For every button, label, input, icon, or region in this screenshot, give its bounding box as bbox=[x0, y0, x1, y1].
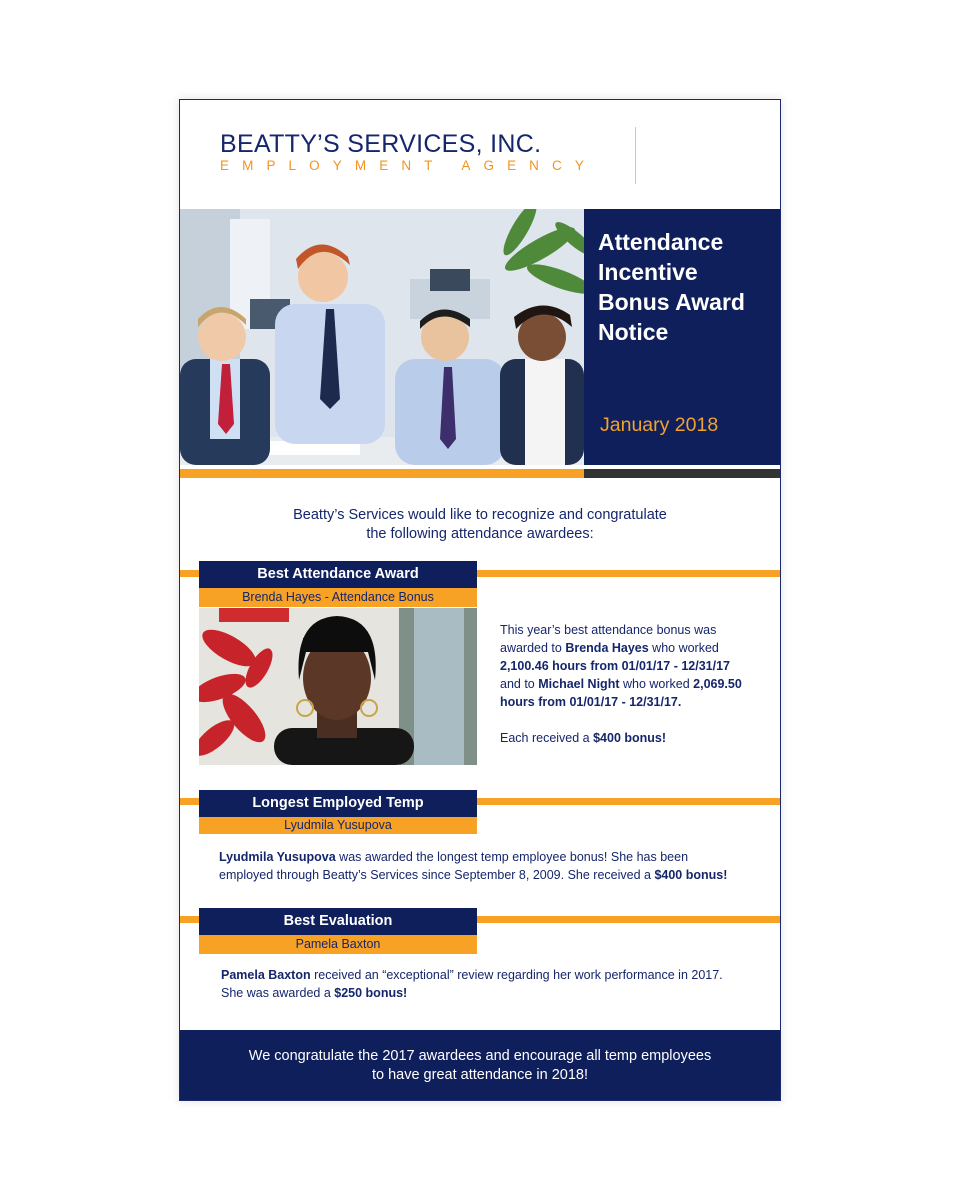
title-line: Attendance bbox=[598, 229, 724, 255]
longest-temp-heading: Longest Employed Temp bbox=[199, 790, 477, 817]
footer-banner bbox=[180, 1030, 780, 1100]
title-line: Bonus Award bbox=[598, 289, 745, 315]
text-line bbox=[500, 657, 770, 675]
intro-text bbox=[180, 506, 780, 544]
spacer bbox=[500, 711, 770, 729]
text-line bbox=[219, 866, 769, 884]
text-line bbox=[500, 729, 770, 747]
team-meeting-photo bbox=[180, 209, 584, 465]
bonus-amount: $400 bonus! bbox=[593, 731, 667, 745]
hours-period: hours from 01/01/17 - 12/31/17. bbox=[500, 695, 682, 709]
best-attendance-description bbox=[500, 621, 770, 747]
best-evaluation-description bbox=[221, 966, 771, 1002]
best-attendance-heading: Best Attendance Award bbox=[199, 561, 477, 588]
text-line bbox=[221, 984, 771, 1002]
hours-worked: 2,069.50 bbox=[693, 677, 742, 691]
awardee-name: Pamela Baxton bbox=[221, 968, 311, 982]
intro-line: Beatty’s Services would like to recognize and congratulate bbox=[293, 507, 667, 523]
awardee-name: Brenda Hayes bbox=[565, 641, 649, 655]
intro-line: the following attendance awardees: bbox=[366, 526, 594, 542]
team-meeting-illustration bbox=[180, 209, 584, 465]
text-line bbox=[500, 639, 770, 657]
logo-tagline: EMPLOYMENT AGENCY bbox=[220, 158, 597, 173]
text-span: She was awarded a bbox=[221, 986, 335, 1000]
text-span: Each received a bbox=[500, 731, 594, 745]
notice-date: January 2018 bbox=[600, 414, 719, 436]
title-panel bbox=[584, 209, 780, 465]
text-line bbox=[500, 621, 770, 639]
text-line bbox=[219, 848, 769, 866]
text-span: employed through Beatty’s Services since September 8, 2009. She received a bbox=[219, 868, 655, 882]
text-line bbox=[500, 693, 770, 711]
longest-temp-subheading: Lyudmila Yusupova bbox=[199, 817, 477, 834]
footer-line: to have great attendance in 2018! bbox=[371, 1067, 589, 1083]
best-evaluation-subheading: Pamela Baxton bbox=[199, 935, 477, 954]
text-span: who worked bbox=[619, 677, 694, 691]
portrait-illustration bbox=[199, 608, 477, 765]
footer-line: We congratulate the 2017 awardees and encourage all temp employees bbox=[248, 1048, 712, 1064]
bonus-amount: $250 bonus! bbox=[334, 986, 408, 1000]
best-evaluation-heading: Best Evaluation bbox=[199, 908, 477, 935]
text-line bbox=[221, 966, 771, 984]
brenda-hayes-photo bbox=[199, 608, 477, 765]
awardee-name: Michael Night bbox=[538, 677, 620, 691]
hero-banner bbox=[180, 209, 780, 465]
longest-temp-description bbox=[219, 848, 769, 884]
text-span: This year’s best attendance bonus was bbox=[500, 623, 717, 637]
logo-divider bbox=[635, 127, 636, 184]
text-span: received an “exceptional” review regarding her work performance in 2017. bbox=[310, 968, 723, 982]
dark-stripe bbox=[584, 469, 780, 478]
hours-worked: 2,100.46 hours from 01/01/17 - 12/31/17 bbox=[500, 659, 730, 673]
text-span: who worked bbox=[648, 641, 719, 655]
logo-company-name: BEATTY’S SERVICES, INC. bbox=[220, 130, 542, 158]
title-line: Notice bbox=[598, 319, 669, 345]
award-notice-card bbox=[179, 99, 781, 1101]
text-span: and to bbox=[500, 677, 539, 691]
awardee-name: Lyudmila Yusupova bbox=[219, 850, 336, 864]
company-logo bbox=[220, 130, 597, 174]
text-line bbox=[500, 675, 770, 693]
text-span: awarded to bbox=[500, 641, 566, 655]
title-line: Incentive bbox=[598, 259, 698, 285]
orange-stripe bbox=[180, 469, 584, 478]
text-span: was awarded the longest temp employee bonus! She has been bbox=[335, 850, 689, 864]
best-attendance-subheading: Brenda Hayes - Attendance Bonus bbox=[199, 588, 477, 607]
bonus-amount: $400 bonus! bbox=[654, 868, 728, 882]
notice-title bbox=[598, 227, 773, 347]
